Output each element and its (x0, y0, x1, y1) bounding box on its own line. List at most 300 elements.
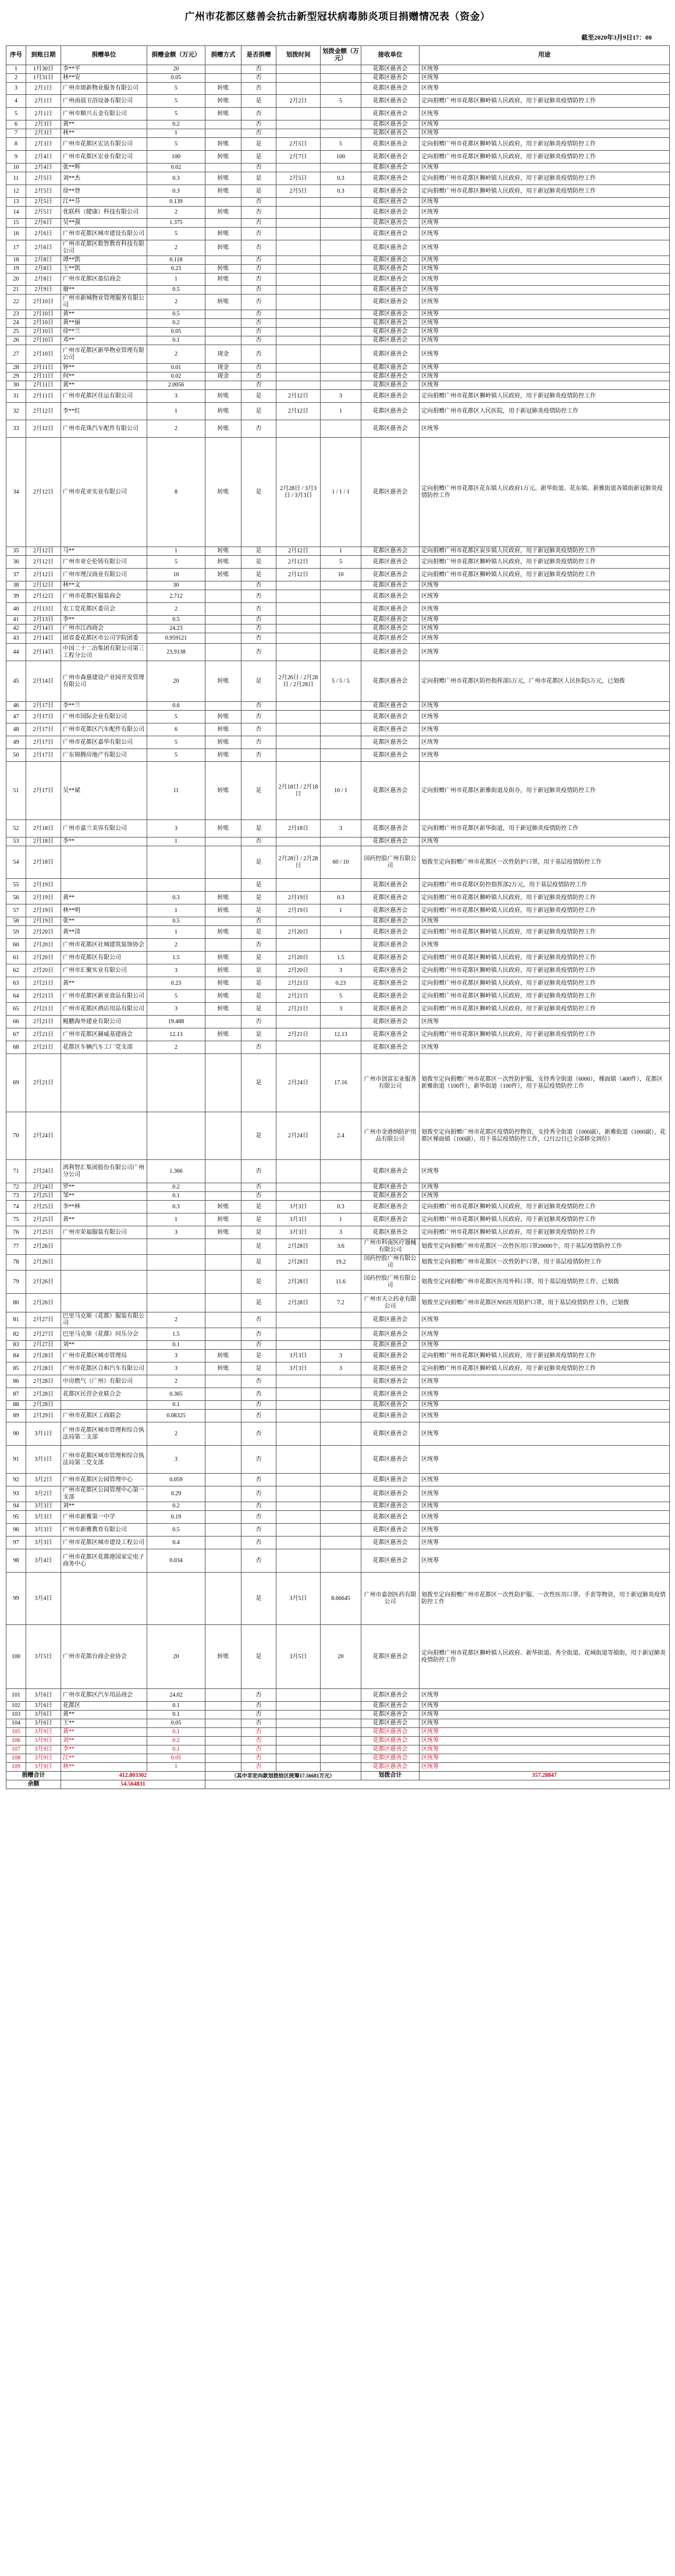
row-use: 区统筹 (420, 1341, 670, 1350)
row-alloc-amount (321, 164, 361, 172)
row-no: 83 (6, 1341, 26, 1350)
row-donor: 黄**清 (61, 926, 147, 939)
row-method: 转账 (205, 820, 241, 838)
row-alloc-amount (321, 736, 361, 749)
row-alloc-amount (321, 1401, 361, 1410)
row-designated: 否 (241, 1312, 276, 1328)
row-recipient: 花都区慈善会 (361, 892, 420, 904)
row-alloc-date (276, 1328, 321, 1341)
row-method: 转账 (205, 390, 241, 403)
row-alloc-date (276, 381, 321, 390)
row-designated: 否 (241, 1711, 276, 1719)
row-donor: 广州市花都区工商联会 (61, 1410, 147, 1422)
row-donor: 广州市颂新物业服务有限公司 (61, 83, 147, 95)
row-no: 105 (6, 1728, 26, 1737)
row-donor: 广州市花都台商企业协会 (61, 1625, 147, 1689)
table-row (6, 838, 670, 846)
row-method: 转账 (205, 151, 241, 164)
row-donor: 广州市新雅第一中学 (61, 1511, 147, 1524)
row-designated: 否 (241, 381, 276, 390)
row-designated: 否 (241, 207, 276, 219)
row-date: 2月5日 (26, 185, 61, 198)
row-alloc-date: 2月24日 (276, 1054, 321, 1112)
row-use: 定向捐赠广州市花都区狮岭镇人民政府，用于新冠肺炎疫情防控工作 (420, 1003, 670, 1016)
row-date: 2月12日 (26, 556, 61, 569)
row-alloc-amount: 3 (321, 1362, 361, 1375)
row-alloc-date (276, 83, 321, 95)
row-date: 2月8日 (26, 265, 61, 274)
row-no: 84 (6, 1350, 26, 1362)
row-use: 区统筹 (420, 603, 670, 616)
row-amount (147, 1573, 205, 1625)
row-donor: 黄** (61, 977, 147, 990)
row-amount: 0.1 (147, 336, 205, 345)
table-row (6, 977, 670, 990)
row-designated: 是 (241, 904, 276, 917)
row-date: 2月18日 (26, 820, 61, 838)
header-recipient: 接收单位 (361, 46, 420, 65)
row-date: 2月12日 (26, 569, 61, 581)
row-recipient: 花都区慈善会 (361, 1362, 420, 1375)
row-designated: 否 (241, 310, 276, 319)
row-alloc-amount: 3 (321, 964, 361, 977)
row-no: 20 (6, 274, 26, 286)
row-recipient: 花都区慈善会 (361, 547, 420, 556)
table-row (6, 661, 670, 702)
row-alloc-date (276, 219, 321, 228)
row-recipient: 花都区慈善会 (361, 1745, 420, 1754)
row-alloc-date (276, 1737, 321, 1745)
row-method (205, 702, 241, 711)
table-row (6, 1474, 670, 1486)
row-alloc-date: 2月28日 / 3月3日 / 3月3日 (276, 438, 321, 547)
row-alloc-date: 2月28日 (276, 1271, 321, 1294)
alloc-total-amount: 357.28847 (420, 1772, 670, 1780)
row-method: 转账 (205, 438, 241, 547)
row-designated: 否 (241, 198, 276, 207)
row-no: 10 (6, 164, 26, 172)
row-designated: 否 (241, 1502, 276, 1511)
header-no: 序号 (6, 46, 26, 65)
row-date: 2月6日 (26, 228, 61, 240)
row-date: 2月19日 (26, 917, 61, 926)
row-alloc-amount: 8.66645 (321, 1573, 361, 1625)
row-use: 区统筹 (420, 1754, 670, 1763)
row-alloc-amount (321, 83, 361, 95)
row-designated: 是 (241, 1112, 276, 1160)
row-amount: 19.488 (147, 1016, 205, 1028)
row-amount: 1 (147, 904, 205, 917)
row-alloc-date (276, 1422, 321, 1446)
row-alloc-date (276, 1192, 321, 1201)
row-alloc-date (276, 1537, 321, 1549)
row-recipient: 花都区慈善会 (361, 129, 420, 138)
row-no: 63 (6, 977, 26, 990)
row-alloc-amount (321, 1388, 361, 1401)
row-amount: 1.5 (147, 1328, 205, 1341)
row-method: 转账 (205, 926, 241, 939)
row-alloc-amount (321, 1524, 361, 1537)
row-designated: 否 (241, 1375, 276, 1388)
row-no: 109 (6, 1763, 26, 1772)
row-alloc-date (276, 310, 321, 319)
table-row (6, 240, 670, 256)
row-use: 定向捐赠广州市花都区狮岭镇人民政府，用于新冠肺炎疫情防控工作 (420, 556, 670, 569)
row-recipient: 花都区慈善会 (361, 1711, 420, 1719)
row-designated: 否 (241, 74, 276, 83)
row-method: 转账 (205, 569, 241, 581)
table-row (6, 65, 670, 74)
row-use: 区统筹 (420, 1502, 670, 1511)
row-amount (147, 879, 205, 892)
row-designated: 是 (241, 390, 276, 403)
row-amount: 0.05 (147, 74, 205, 83)
row-no: 103 (6, 1711, 26, 1719)
row-designated: 否 (241, 240, 276, 256)
row-amount: 0.059 (147, 1474, 205, 1486)
row-alloc-amount (321, 616, 361, 625)
row-date: 3月4日 (26, 1549, 61, 1573)
row-designated: 是 (241, 926, 276, 939)
donation-table (6, 45, 670, 1789)
row-amount: 3 (147, 1362, 205, 1375)
header-alloc-amount: 划拨金额（万元） (321, 46, 361, 65)
table-row (6, 569, 670, 581)
row-donor: 林**安 (61, 74, 147, 83)
row-alloc-amount (321, 286, 361, 294)
row-use: 区统筹 (420, 108, 670, 120)
row-alloc-amount: 5 (321, 990, 361, 1003)
row-donor: 中国二十二冶集团有限公司第三工程分公司 (61, 644, 147, 661)
row-amount (147, 1239, 205, 1255)
row-designated: 否 (241, 228, 276, 240)
row-designated: 否 (241, 581, 276, 590)
row-amount: 0.5 (147, 1524, 205, 1537)
row-designated: 是 (241, 892, 276, 904)
row-use: 区统筹 (420, 1388, 670, 1401)
row-alloc-amount: 5 (321, 95, 361, 108)
row-method (205, 1312, 241, 1328)
row-no: 37 (6, 569, 26, 581)
row-no: 28 (6, 364, 26, 372)
row-date: 3月3日 (26, 1511, 61, 1524)
row-use: 定向捐赠广州市花都区狮岭镇人民政府，用于新冠肺炎疫情防控工作 (420, 952, 670, 964)
row-designated: 否 (241, 749, 276, 762)
row-use: 区统筹 (420, 939, 670, 952)
row-use: 定向捐赠广州市花都区人民医院，用于新冠肺炎疫情防控工作 (420, 403, 670, 420)
row-designated: 否 (241, 1160, 276, 1183)
row-use: 区统筹 (420, 129, 670, 138)
row-date: 2月14日 (26, 644, 61, 661)
row-alloc-amount (321, 65, 361, 74)
row-method (205, 1294, 241, 1312)
row-alloc-amount (321, 108, 361, 120)
row-method: 转账 (205, 274, 241, 286)
row-recipient: 花都区慈善会 (361, 736, 420, 749)
row-method (205, 644, 241, 661)
table-row (6, 1524, 670, 1537)
table-row (6, 403, 670, 420)
row-use: 区统筹 (420, 1549, 670, 1573)
row-alloc-date (276, 1524, 321, 1537)
row-alloc-date (276, 256, 321, 265)
row-amount: 0.6 (147, 702, 205, 711)
table-row (6, 1511, 670, 1524)
row-date: 2月4日 (26, 164, 61, 172)
row-use: 划拨至定向捐赠广州市花都区疫情防控物资，支持秀全街道（1000副），新雅街道（1000副），花都区梯面镇（100副），用于基层疫情防控工作，（2月22日已全部移交到位） (420, 1112, 670, 1160)
row-no: 81 (6, 1312, 26, 1328)
row-amount: 0.23 (147, 265, 205, 274)
row-method: 转账 (205, 990, 241, 1003)
row-donor: 张**辉 (61, 164, 147, 172)
row-alloc-amount (321, 1486, 361, 1502)
row-donor: 林**明 (61, 904, 147, 917)
row-donor: 李** (61, 1745, 147, 1754)
table-row (6, 644, 670, 661)
row-date: 3月2日 (26, 1474, 61, 1486)
row-no: 30 (6, 381, 26, 390)
row-date: 2月18日 (26, 846, 61, 879)
row-no: 61 (6, 952, 26, 964)
row-recipient: 花都区慈善会 (361, 1183, 420, 1192)
row-date: 3月6日 (26, 1719, 61, 1728)
row-amount: 2 (147, 1375, 205, 1388)
row-alloc-date: 2月5日 (276, 138, 321, 151)
row-designated: 否 (241, 1737, 276, 1745)
table-row (6, 1362, 670, 1375)
row-designated: 否 (241, 1763, 276, 1772)
row-no: 71 (6, 1160, 26, 1183)
row-donor: 花都区 (61, 1702, 147, 1711)
row-designated: 是 (241, 846, 276, 879)
row-date: 2月12日 (26, 581, 61, 590)
row-no: 60 (6, 939, 26, 952)
row-method (205, 1711, 241, 1719)
row-use: 划拨至定向捐赠广州市花都区医用外科口罩，用于基层疫情防控工作，已划拨 (420, 1271, 670, 1294)
row-alloc-amount: 0.3 (321, 892, 361, 904)
row-no: 39 (6, 590, 26, 603)
row-method (205, 1422, 241, 1446)
row-recipient: 花都区慈善会 (361, 240, 420, 256)
row-use: 区统筹 (420, 1537, 670, 1549)
row-recipient: 花都区慈善会 (361, 228, 420, 240)
row-amount: 0.034 (147, 1549, 205, 1573)
row-designated: 是 (241, 1201, 276, 1214)
row-use: 区统筹 (420, 702, 670, 711)
row-alloc-amount: 3 (321, 820, 361, 838)
row-amount: 2.712 (147, 590, 205, 603)
row-date: 2月5日 (26, 207, 61, 219)
row-no: 80 (6, 1294, 26, 1312)
row-designated: 否 (241, 1328, 276, 1341)
row-no: 107 (6, 1745, 26, 1754)
row-designated: 否 (241, 1446, 276, 1474)
row-no: 19 (6, 265, 26, 274)
row-use: 区统筹 (420, 1711, 670, 1719)
row-alloc-date (276, 625, 321, 633)
row-amount: 0.02 (147, 372, 205, 381)
row-use: 定向捐赠广州市花都区狮岭镇人民政府、新华街道、秀全街道、花城街道等镇街，用于新冠肺炎疫情防控工作 (420, 1625, 670, 1689)
row-alloc-date (276, 590, 321, 603)
table-row (6, 265, 670, 274)
row-method (205, 1410, 241, 1422)
row-recipient: 花都区慈善会 (361, 762, 420, 820)
row-use: 区统筹 (420, 83, 670, 95)
row-designated: 是 (241, 977, 276, 990)
row-date: 2月26日 (26, 1271, 61, 1294)
row-method (205, 219, 241, 228)
row-alloc-date: 3月5日 (276, 1625, 321, 1689)
row-method: 转账 (205, 1226, 241, 1239)
row-alloc-amount (321, 1341, 361, 1350)
row-method: 转账 (205, 964, 241, 977)
row-designated: 否 (241, 603, 276, 616)
row-amount: 20 (147, 1625, 205, 1689)
row-alloc-amount (321, 207, 361, 219)
row-alloc-amount: 5 (321, 556, 361, 569)
row-alloc-date (276, 364, 321, 372)
row-alloc-amount (321, 1719, 361, 1728)
row-amount: 0.3 (147, 1201, 205, 1214)
row-method (205, 256, 241, 265)
row-alloc-date (276, 420, 321, 438)
row-alloc-date (276, 939, 321, 952)
row-amount: 3 (147, 1003, 205, 1016)
row-use: 定向捐赠广州市花都区狮岭镇人民政府，用于新冠肺炎疫情防控工作 (420, 185, 670, 198)
row-date: 3月4日 (26, 1573, 61, 1625)
row-recipient: 花都区慈善会 (361, 838, 420, 846)
row-method: 转账 (205, 420, 241, 438)
row-no: 73 (6, 1192, 26, 1201)
row-alloc-amount (321, 879, 361, 892)
row-donor: 广州市花都区城市管理局 (61, 1350, 147, 1362)
table-row (6, 616, 670, 625)
row-designated: 否 (241, 372, 276, 381)
row-amount: 0.118 (147, 256, 205, 265)
row-amount: 0.365 (147, 1388, 205, 1401)
row-method: 转账 (205, 1214, 241, 1226)
row-alloc-date (276, 749, 321, 762)
row-use: 区统筹 (420, 336, 670, 345)
row-method (205, 1524, 241, 1537)
row-method: 转账 (205, 661, 241, 702)
row-alloc-date (276, 265, 321, 274)
row-designated: 否 (241, 723, 276, 736)
row-donor: 黄** (61, 1711, 147, 1719)
row-no: 75 (6, 1214, 26, 1226)
row-use: 划拨至定向捐赠广州市花都区一次性防护服、一次性医用口罩、手套等物资，用于新冠肺炎疫情防控工作 (420, 1573, 670, 1625)
row-alloc-amount: 0.3 (321, 172, 361, 185)
row-method: 转账 (205, 762, 241, 820)
row-recipient: 花都区慈善会 (361, 1410, 420, 1422)
row-method: 转账 (205, 138, 241, 151)
row-recipient: 花都区慈善会 (361, 1375, 420, 1388)
table-body (6, 65, 670, 1772)
row-use: 定向捐赠广州市花都区狮岭镇人民政府，用于新冠肺炎疫情防控工作 (420, 95, 670, 108)
row-alloc-date: 2月19日 (276, 892, 321, 904)
row-date: 2月1日 (26, 108, 61, 120)
row-alloc-date (276, 1549, 321, 1573)
row-recipient: 广州市天立药业有限公司 (361, 1294, 420, 1312)
row-date: 2月21日 (26, 1054, 61, 1112)
row-no: 50 (6, 749, 26, 762)
row-amount: 2 (147, 1312, 205, 1328)
row-alloc-date: 2月28日 (276, 1239, 321, 1255)
row-method (205, 581, 241, 590)
row-alloc-date: 2月26日 / 2月28日 / 2月28日 (276, 661, 321, 702)
row-alloc-amount: 2.4 (321, 1112, 361, 1160)
row-amount: 3 (147, 1446, 205, 1474)
row-use: 区统筹 (420, 286, 670, 294)
row-designated: 否 (241, 129, 276, 138)
row-method (205, 1041, 241, 1054)
row-donor: 刘** (61, 1341, 147, 1350)
table-row (6, 892, 670, 904)
row-alloc-amount: 3.6 (321, 1239, 361, 1255)
row-alloc-amount (321, 310, 361, 319)
row-method (205, 1502, 241, 1511)
table-row (6, 1711, 670, 1719)
table-row (6, 820, 670, 838)
row-recipient: 花都区慈善会 (361, 625, 420, 633)
table-row (6, 1549, 670, 1573)
row-alloc-amount (321, 129, 361, 138)
row-recipient: 花都区慈善会 (361, 1689, 420, 1702)
row-no: 5 (6, 108, 26, 120)
row-alloc-amount (321, 644, 361, 661)
row-date: 2月19日 (26, 879, 61, 892)
row-designated: 否 (241, 336, 276, 345)
row-designated: 否 (241, 711, 276, 723)
row-amount: 3 (147, 1350, 205, 1362)
row-alloc-amount: 1 (321, 926, 361, 939)
row-no: 29 (6, 372, 26, 381)
header-method: 捐赠方式 (205, 46, 241, 65)
row-method: 转账 (205, 228, 241, 240)
row-no: 54 (6, 846, 26, 879)
row-alloc-date (276, 702, 321, 711)
table-row (6, 207, 670, 219)
row-no: 46 (6, 702, 26, 711)
table-row (6, 438, 670, 547)
row-recipient: 花都区慈善会 (361, 1549, 420, 1573)
row-method (205, 1719, 241, 1728)
table-row (6, 1312, 670, 1328)
table-row (6, 904, 670, 917)
row-recipient: 花都区慈善会 (361, 939, 420, 952)
row-use: 定向捐赠广州市花都区花东镇人民政府1万元、新华街道、花东镇、新雅街道各镇街新冠肺炎疫情防控工作 (420, 438, 670, 547)
row-recipient: 花都区慈善会 (361, 219, 420, 228)
row-use: 区统筹 (420, 1511, 670, 1524)
row-amount: 1 (147, 274, 205, 286)
row-designated: 否 (241, 644, 276, 661)
table-row (6, 1625, 670, 1689)
row-donor: 广州市花都区城市管理和综合执法局第二支部 (61, 1422, 147, 1446)
row-method (205, 286, 241, 294)
row-donor: 广州市荣福服装有限公司 (61, 1226, 147, 1239)
row-amount: 1.366 (147, 1160, 205, 1183)
row-no: 87 (6, 1388, 26, 1401)
cutoff-timestamp: 截至2020年3月9日17：00 (581, 34, 652, 41)
row-date: 3月3日 (26, 1524, 61, 1537)
row-recipient: 广州市创富宏业服务有限公司 (361, 1054, 420, 1112)
row-recipient: 花都区慈善会 (361, 926, 420, 939)
header-amount: 捐赠金额（万元） (147, 46, 205, 65)
row-no: 106 (6, 1737, 26, 1745)
row-recipient: 花都区慈善会 (361, 207, 420, 219)
row-donor (61, 1401, 147, 1410)
row-date: 2月17日 (26, 749, 61, 762)
